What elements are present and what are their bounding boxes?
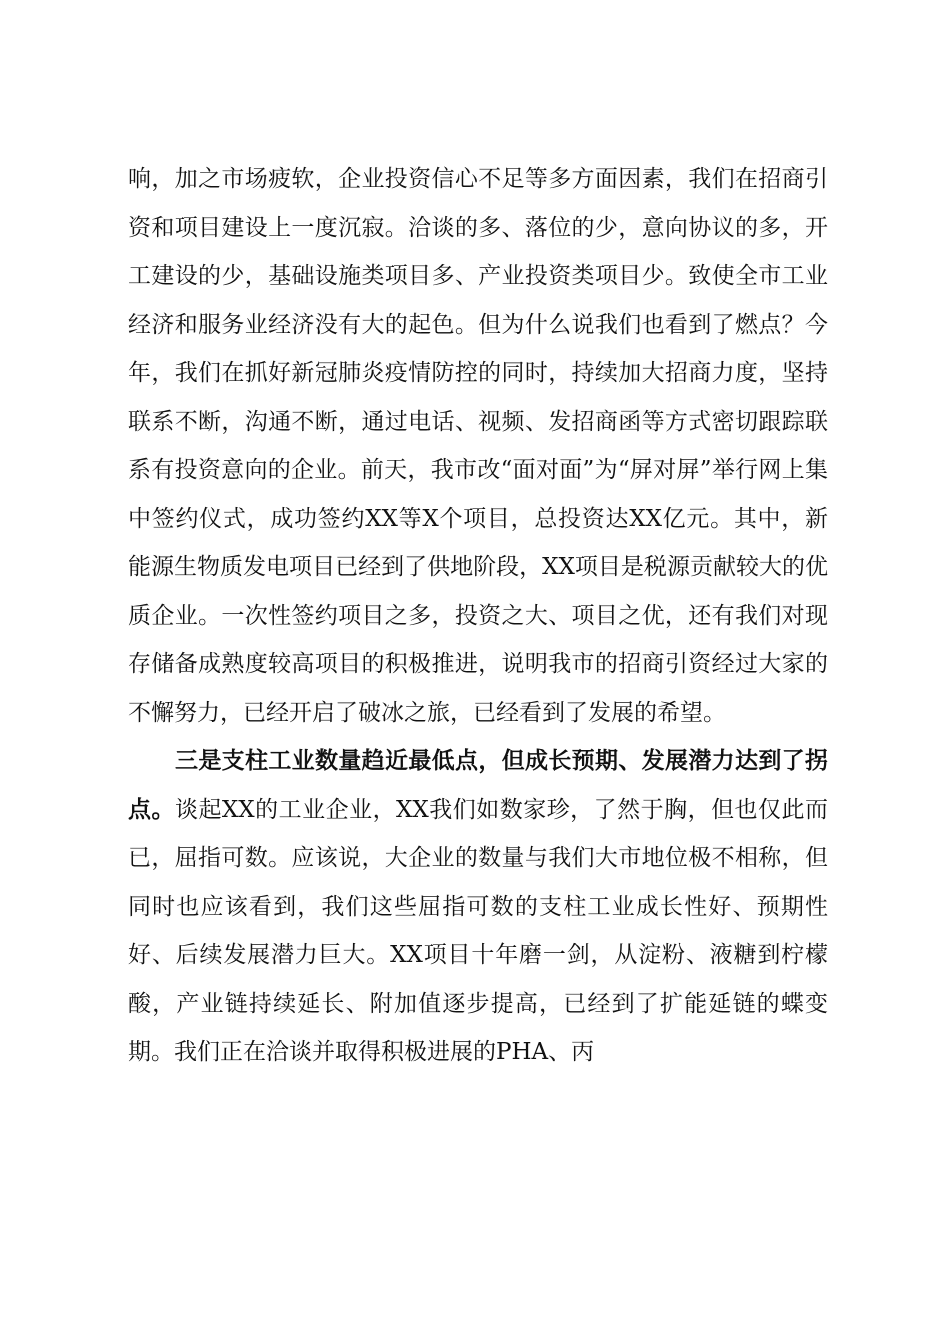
paragraph-lead-sentence: 三是支柱工业数量趋近最低点，但成长预期、发展潜力达到了拐点。 [128,747,828,823]
paragraph-third-point [128,737,828,1077]
document-body [128,155,828,1077]
paragraph-text: 谈起XX的工业企业，XX我们如数家珍，了然于胸，但也仅此而已，屈指可数。应该说，大企业的数量与我们大市地位极不相称，但同时也应该看到，我们这些屈指可数的支柱工业成长性好、预期性好、后续发展潜力巨大。XX项目十年磨一剑，从淀粉、液糖到柠檬酸，产业链持续延长、附加值逐步提高，已经到了扩能延链的蝶变期。我们正在洽谈并取得积极进展的PHA、丙 [128,796,829,1065]
paragraph-text: 响，加之市场疲软，企业投资信心不足等多方面因素，我们在招商引资和项目建设上一度沉寂。洽谈的多、落位的少，意向协议的多，开工建设的少，基础设施类项目多、产业投资类项目少。致使全市工业经济和服务业经济没有大的起色。但为什么说我们也看到了燃点？今年，我们在抓好新冠肺炎疫情防控的同时，持续加大招商力度，坚持联系不断，沟通不断，通过电话、视频、发招商函等方式密切跟踪联系有投资意向的企业。前天，我市改“面对面”为“屏对屏”举行网上集中签约仪式，成功签约XX等X个项目，总投资达XX亿元。其中，新能源生物质发电项目已经到了供地阶段，XX项目是税源贡献较大的优质企业。一次性签约项目之多，投资之大、项目之优，还有我们对现存储备成熟度较高项目的积极推进，说明我市的招商引资经过大家的不懈努力，已经开启了破冰之旅，已经看到了发展的希望。 [128,166,828,726]
paragraph-continuation [128,155,828,737]
